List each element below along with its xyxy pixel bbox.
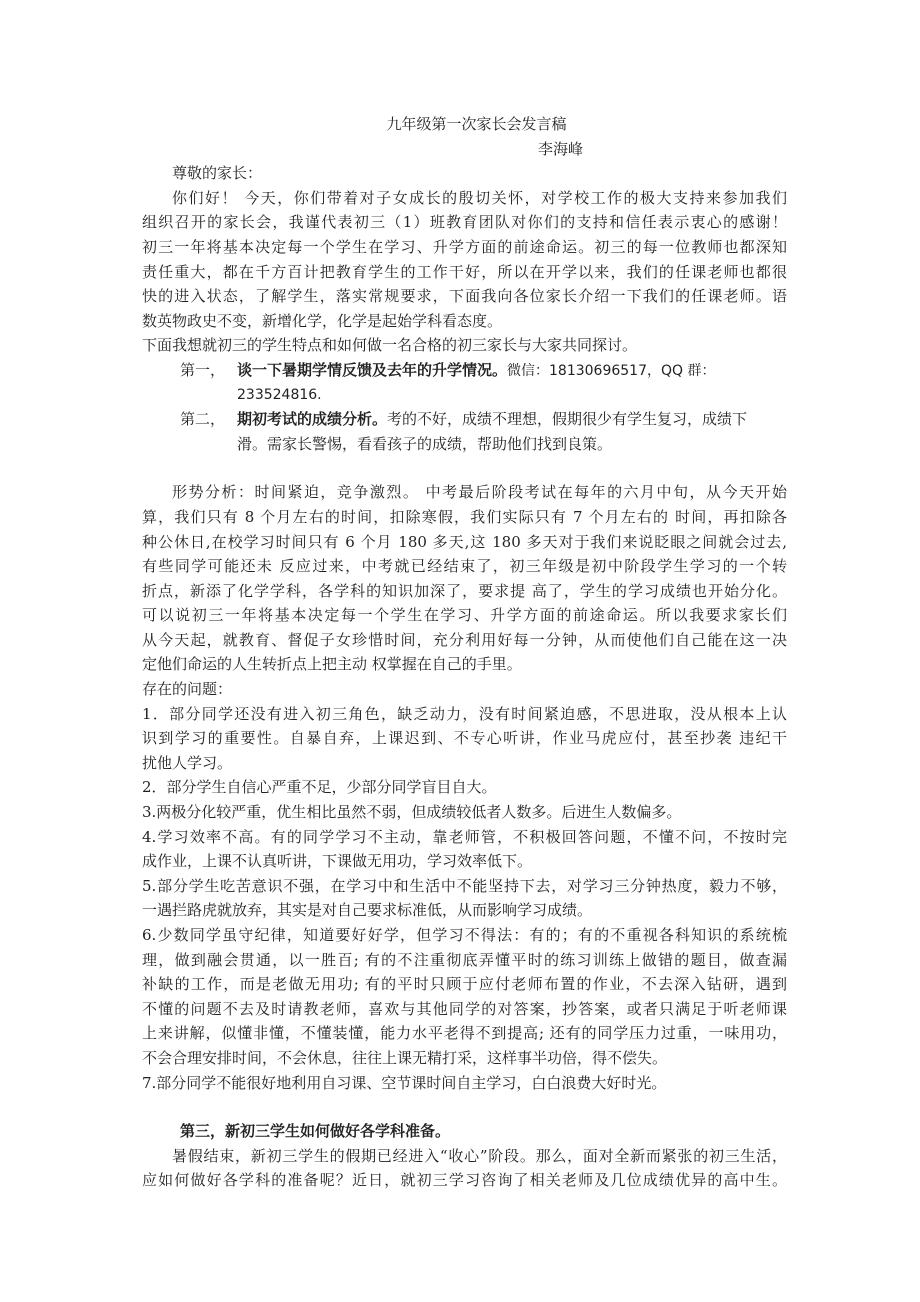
- list-item: 补缺的工作，而是老做无用功; 有的平时只顾于应付老师布置的作业，不去深入钻研，遇到: [142, 975, 787, 994]
- text-line: 有些同学可能还未 反应过来，中考就已经结束了，初三年级是初中阶段学生学习的一个转: [142, 557, 787, 576]
- list-item: 不会合理安排时间，不会休息，往往上课无精打采，这样事半功倍，得不偿失。: [142, 1048, 668, 1067]
- intro-paragraph: [142, 186, 787, 358]
- list-item: 3.两极分化较严重，优生相比虽然不弱，但成绩较低者人数多。后进生人数偏多。: [142, 803, 682, 822]
- text-line: 形势分析：时间紧迫，竞争激烈。 中考最后阶段考试在每年的六月中旬，从今天开始: [172, 483, 787, 502]
- list-item: 2．部分学生自信心严重不足，少部分同学盲目自大。: [142, 778, 497, 797]
- list-item: 不懂的问题不去及时请教老师，喜欢与其他同学的对答案，抄答案，或者只满足于听老师课: [142, 999, 787, 1018]
- item-label: 第一，: [180, 360, 226, 379]
- text-line: 数英物政史不变，新增化学，化学是起始学科看态度。: [142, 311, 503, 330]
- author-name: 李海峰: [538, 139, 584, 158]
- analysis-paragraph: [142, 480, 787, 677]
- list-item: 扰他人学习。: [142, 753, 233, 772]
- text-line: 从今天起，就教育、督促子女珍惜时间，充分利用好每一分钟，从而使他们自己能在这一决: [142, 630, 787, 649]
- problems-list: [142, 702, 787, 1096]
- text-line: 定他们命运的人生转折点上把主动 权掌握在自己的手里。: [142, 655, 522, 674]
- text-line: 算，我们只有 8 个月左右的时间，扣除寒假，我们实际只有 7 个月左右的 时间，再扣除各: [142, 507, 787, 526]
- document-page: [142, 112, 787, 1193]
- agenda-item-2: [142, 407, 787, 456]
- salutation: 尊敬的家长：: [172, 164, 263, 183]
- list-item: 6.少数同学虽守纪律，知道要好好学，但学习不得法：有的；有的不重视各科知识的系统梳: [142, 926, 787, 944]
- text-line: 折点，新添了化学学科，各学科的知识加深了，要求提 高了，学生的学习成绩也开始分化。: [142, 581, 787, 600]
- qq-group-number: 233524816.: [237, 386, 322, 403]
- item-heading: 谈一下暑期学情反馈及去年的升学情况。: [237, 360, 508, 379]
- item-heading: 期初考试的成绩分析。: [237, 410, 388, 429]
- list-item: 7.部分同学不能很好地利用自习课、空节课时间自主学习，白白浪费大好时光。: [142, 1073, 667, 1092]
- section-heading: 第三，新初三学生如何做好各学科准备。: [180, 1122, 451, 1141]
- text-line: 下面我想就初三的学生特点和如何做一名合格的初三家长与大家共同探讨。: [142, 336, 638, 355]
- text-line: 种公休日,在校学习时间只有 6 个月 180 多天,这 180 多天对于我们来说眨眼之间就会过去,: [142, 532, 787, 551]
- list-item: 成作业，上课不认真听讲，下课做无用功，学习效率低下。: [142, 852, 533, 871]
- text-line: 你们好！ 今天，你们带着对子女成长的殷切关怀，对学校工作的极大支持来参加我们: [172, 188, 787, 207]
- list-item: 5.部分学生吃苦意识不强，在学习中和生活中不能坚持下去，对学习三分钟热度，毅力不够，: [142, 876, 787, 895]
- agenda-item-1: [142, 358, 787, 407]
- item-text: 滑。需家长警惕，看看孩子的成绩，帮助他们找到良策。: [237, 434, 613, 453]
- text-line: 可以说初三一年将基本决定每一个学生在学习、升学方面的前途命运。所以我要求家长们: [142, 606, 787, 625]
- text-line: 暑假结束，新初三学生的假期已经进入“收心”阶段。那么，面对全新而紧张的初三生活，: [172, 1146, 787, 1165]
- contact-info: 微信：18130696517，QQ 群：: [507, 362, 716, 379]
- list-item: 理，做到融会贯通，以一胜百; 有的不注重彻底弄懂平时的练习训练上做错的题目，做查漏: [142, 950, 787, 969]
- text-line: 责任重大，都在千方百计把教育学生的工作干好，所以在开学以来，我们的任课老师也都很: [142, 262, 787, 281]
- list-item: 一遇拦路虎就放弃，其实是对自己要求标准低，从而影响学习成绩。: [142, 901, 593, 920]
- section-3: [142, 1119, 787, 1193]
- list-item: 1．部分同学还没有进入初三角色，缺乏动力，没有时间紧迫感，不思进取，没从根本上认: [142, 704, 787, 723]
- list-item: 4.学习效率不高。有的同学学习不主动，靠老师管，不积极回答问题，不懂不问，不按时完: [142, 827, 787, 846]
- document-title: 九年级第一次家长会发言稿: [386, 115, 567, 133]
- text-line: 组织召开的家长会，我谨代表初三（1）班教育团队对你们的支持和信任表示衷心的感谢！: [142, 213, 787, 232]
- list-item: 识到学习的重要性。自暴自弃，上课迟到、不专心听讲，作业马虎应付，甚至抄袭 违纪干: [142, 729, 787, 748]
- item-label: 第二，: [180, 410, 226, 429]
- problems-heading: 存在的问题：: [142, 680, 233, 699]
- text-line: 快的进入状态，了解学生，落实常规要求，下面我向各位家长介绍一下我们的任课老师。语: [142, 287, 787, 306]
- text-line: 初三一年将基本决定每一个学生在学习、升学方面的前途命运。初三的每一位教师也都深知: [142, 237, 787, 256]
- text-line: 应如何做好各学科的准备呢？近日，就初三学习咨询了相关老师及几位成绩优异的高中生。: [142, 1171, 787, 1190]
- list-item: 上来讲解，似懂非懂，不懂装懂，能力水平老得不到提高; 还有的同学压力过重，一味用功，: [142, 1024, 787, 1043]
- item-text: 考的不好，成绩不理想，假期很少有学生复习，成绩下: [387, 410, 748, 429]
